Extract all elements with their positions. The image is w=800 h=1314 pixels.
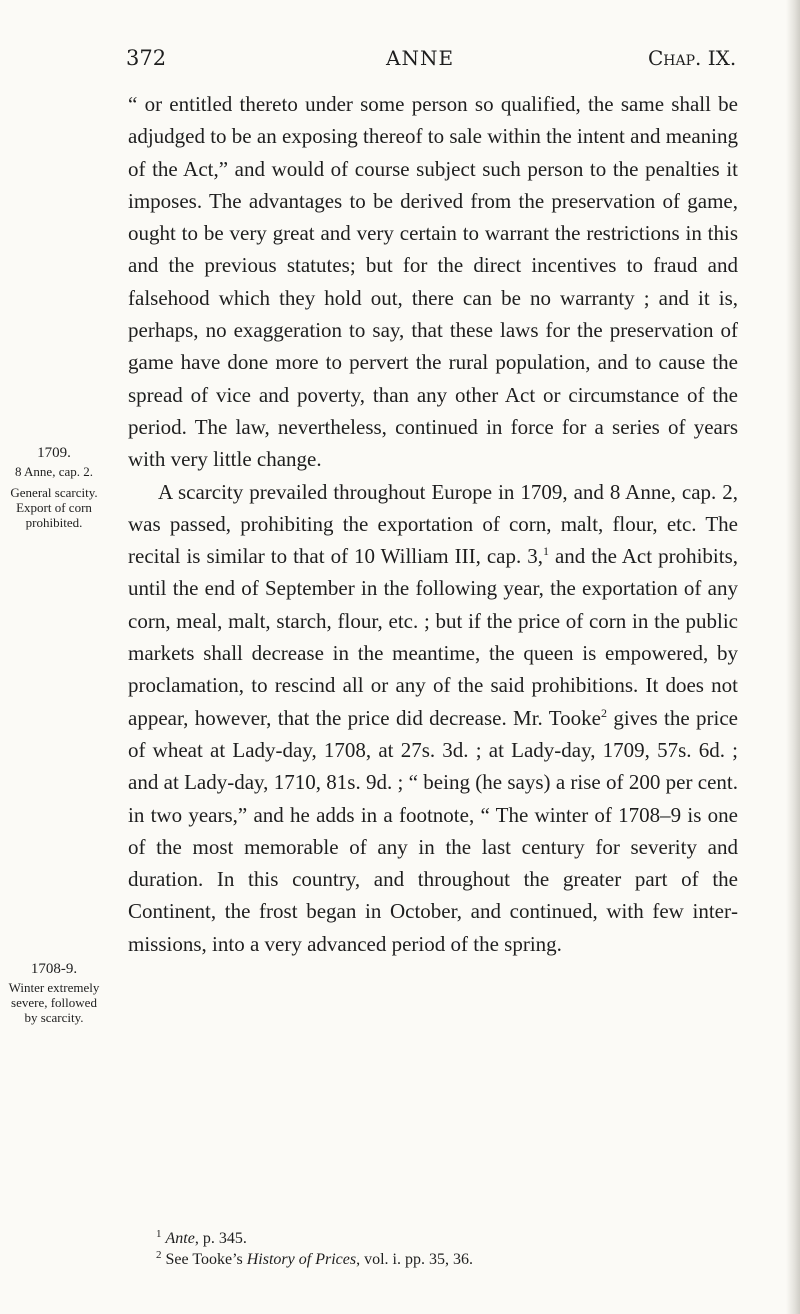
page-header xyxy=(0,42,800,72)
footnotes xyxy=(156,1228,736,1270)
body-text xyxy=(128,88,738,960)
footnote-title: Ante xyxy=(165,1230,195,1247)
margin-note-year: 1709. xyxy=(37,445,71,461)
footnote-ref-1: 1 xyxy=(542,544,549,559)
margin-note-text: Winter extremely severe, followed by scarcity. xyxy=(8,980,100,1025)
footnote-text: See Tooke’s xyxy=(165,1251,247,1268)
paragraph-2-part-a: A scarcity prevailed throughout Europe in 1709, and 8 Anne, cap. 2, was passed, prohibiting the exportation of corn, malt, flour, etc. The recital is similar to that of 10 William III, cap. 3, xyxy=(128,479,738,569)
chapter-label: Chap. IX. xyxy=(648,46,737,70)
footnote-title: History of Prices xyxy=(246,1251,357,1268)
footnote-number: 2 xyxy=(156,1248,162,1261)
paragraph-2-part-b: and the Act prohibits, until the end of September in the following year, the exportation of any corn, meal, malt, starch, flour, etc. ; but if the price of corn in the public markets shall decrease in the meantime, the queen is empowered, by proclamation, to rescind all or any of the said prohibitions. It does not appear, however, that the price did decrease. Mr. Tooke xyxy=(128,544,739,730)
margin-note-1708-9 xyxy=(6,962,102,1025)
footnote-number: 1 xyxy=(156,1227,162,1240)
paragraph-1: “ or entitled thereto under some person so qualified, the same shall be adjudged to be an exposing thereof to sale within the intent and meaning of the Act,” and would of course subject such person to the penalties it imposes. The advantages to be derived from the preservation of game, ought to be very great and very certain to warrant the restrictions in this and the previous statutes; but for the direct incentives to fraud and falsehood which they hold out, there can be no warranty ; and it is, perhaps, no exaggeration to say, that these laws for the preservation of game have done more to pervert the rural population, and to cause the spread of vice and poverty, than any other Act or circumstance of the period. The law, nevertheless, continued in force for a series of years with very little change. xyxy=(128,92,739,472)
paragraph-2 xyxy=(128,476,738,960)
footnote-2 xyxy=(156,1249,736,1270)
margin-note-text: General scarcity. Export of corn prohibited. xyxy=(10,485,98,530)
page-edge-shadow xyxy=(786,0,800,1314)
page-number: 372 xyxy=(126,46,167,70)
footnote-1 xyxy=(156,1228,736,1249)
footnote-text: , vol. i. pp. 35, 36. xyxy=(356,1251,473,1268)
running-title: ANNE xyxy=(386,46,455,70)
paragraph-2-part-c: gives the price of wheat at Lady-day, 1708, at 27s. 3d. ; at Lady-day, 1709, 57s. 6d. ; and at Lady-day, 1710, 81s. 9d. ; “ being (he says) a rise of 200 per cent. in two years,” and he adds in a footnote, “ The winter of 1708–9 is one of the most memorable of any in the last century for severity and duration. In this country, and throughout the greater part of the Continent, the frost began in October, and continued, with few intermissions, into a very advanced period of the spring. xyxy=(128,705,738,956)
margin-note-1709 xyxy=(6,446,102,530)
footnote-text: , p. 345. xyxy=(194,1230,247,1247)
footnote-ref-2: 2 xyxy=(600,705,607,720)
margin-note-statute: 8 Anne, cap. 2. xyxy=(15,464,93,479)
margin-note-year: 1708-9. xyxy=(30,961,78,977)
